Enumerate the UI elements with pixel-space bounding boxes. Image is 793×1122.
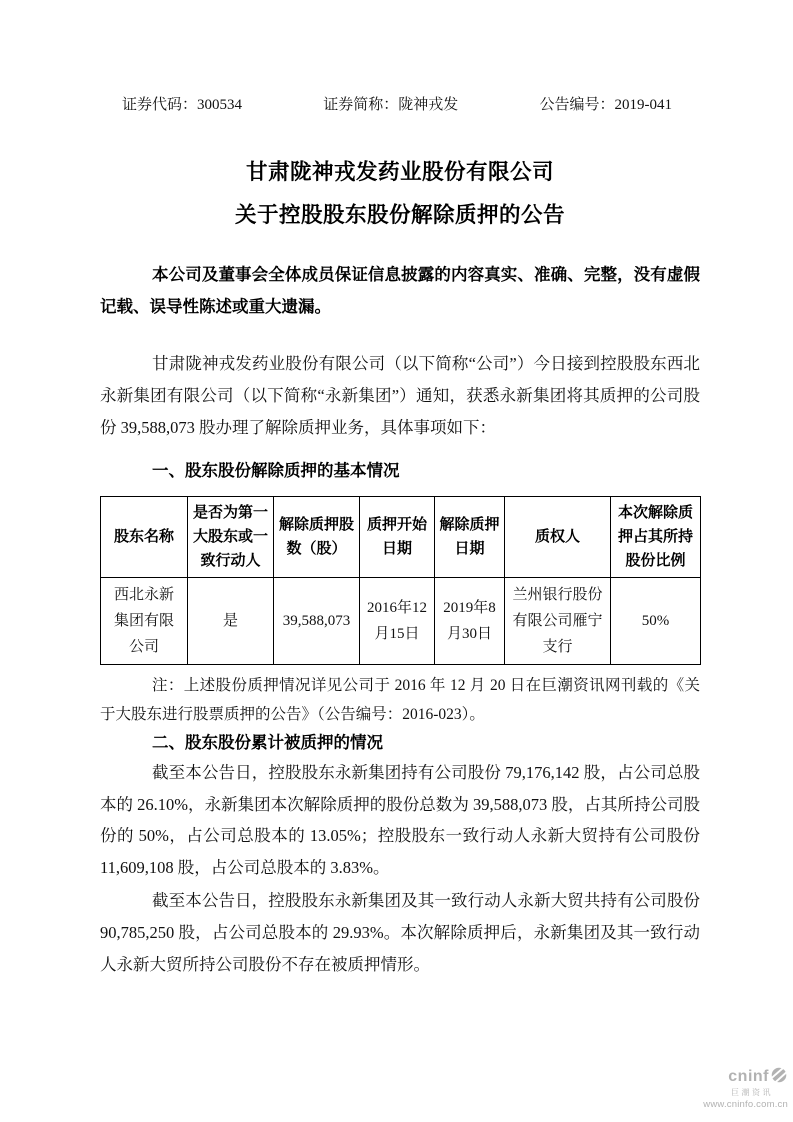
cninfo-watermark (703, 1067, 788, 1110)
table-header-row (101, 497, 701, 578)
section1-heading: 一、股东股份解除质押的基本情况 (152, 461, 400, 480)
cell-release-date: 2019年8月30日 (435, 578, 505, 665)
stock-code-label: 证券代码：300534 (122, 97, 243, 113)
cninfo-logo-text: cninf (728, 1067, 769, 1085)
col-header-shareholder-name: 股东名称 (101, 497, 188, 578)
col-header-pledgee: 质权人 (505, 497, 611, 578)
col-header-percent-of-holdings: 本次解除质押占其所持股份比例 (611, 497, 701, 578)
cell-is-largest-shareholder: 是 (188, 578, 274, 665)
table-row (101, 578, 701, 665)
cninfo-swirl-icon (770, 1067, 788, 1087)
cninfo-logo-row (703, 1067, 788, 1087)
announcement-title: 关于控股股东股份解除质押的公告 (234, 203, 565, 227)
cell-pledge-start-date: 2016年12月15日 (360, 578, 435, 665)
cninfo-url: www.cninfo.com.cn (703, 1098, 788, 1110)
intro-paragraph: 甘肃陇神戎发药业股份有限公司（以下简称“公司”）今日接到控股股东西北永新集团有限公司（以下简称“永新集团”）通知，获悉永新集团将其质押的公司股份 39,588,073 股办理了解除质押业务，具体事项如下： (100, 354, 700, 437)
cell-pledgee: 兰州银行股份有限公司雁宁支行 (505, 578, 611, 665)
stock-name-label: 证券简称：陇神戎发 (323, 97, 459, 113)
document-header (100, 96, 700, 115)
table-note: 注：上述股份质押情况详见公司于 2016 年 12 月 20 日在巨潮资讯网刊载的《关于大股东进行股票质押的公告》（公告编号：2016-023）。 (100, 677, 700, 723)
cell-shareholder-name: 西北永新集团有限公司 (101, 578, 188, 665)
cell-percent-of-holdings: 50% (611, 578, 701, 665)
section2-heading: 二、股东股份累计被质押的情况 (152, 733, 383, 752)
col-header-is-largest-shareholder: 是否为第一大股东或一致行动人 (188, 497, 274, 578)
section2-paragraph-1: 截至本公告日，控股股东永新集团持有公司股份 79,176,142 股，占公司总股本的 26.10%，永新集团本次解除质押的股份总数为 39,588,073 股，占其所持公司股份的 50%，占公司总股本的 13.05%；控股股东一致行动人永新大贸持有公司股份 11,609,108 股，占公司总股本的 3.83%。 (100, 763, 700, 877)
section2-paragraph-2: 截至本公告日，控股股东永新集团及其一致行动人永新大贸共持有公司股份 90,785,250 股，占公司总股本的 29.93%。本次解除质押后，永新集团及其一致行动人永新大贸所持公司股份不存在被质押情形。 (100, 891, 700, 974)
col-header-released-shares: 解除质押股数（股） (274, 497, 360, 578)
cninfo-chinese-name: 巨潮资讯 (731, 1087, 773, 1097)
cell-released-shares: 39,588,073 (274, 578, 360, 665)
col-header-pledge-start-date: 质押开始日期 (360, 497, 435, 578)
pledge-release-table (100, 496, 701, 665)
announcement-number-label: 公告编号：2019-041 (539, 97, 672, 113)
truthfulness-declaration: 本公司及董事会全体成员保证信息披露的内容真实、准确、完整，没有虚假记载、误导性陈述或重大遗漏。 (100, 265, 700, 316)
document-body (100, 0, 700, 981)
company-name-title: 甘肃陇神戎发药业股份有限公司 (245, 160, 554, 184)
col-header-release-date: 解除质押日期 (435, 497, 505, 578)
